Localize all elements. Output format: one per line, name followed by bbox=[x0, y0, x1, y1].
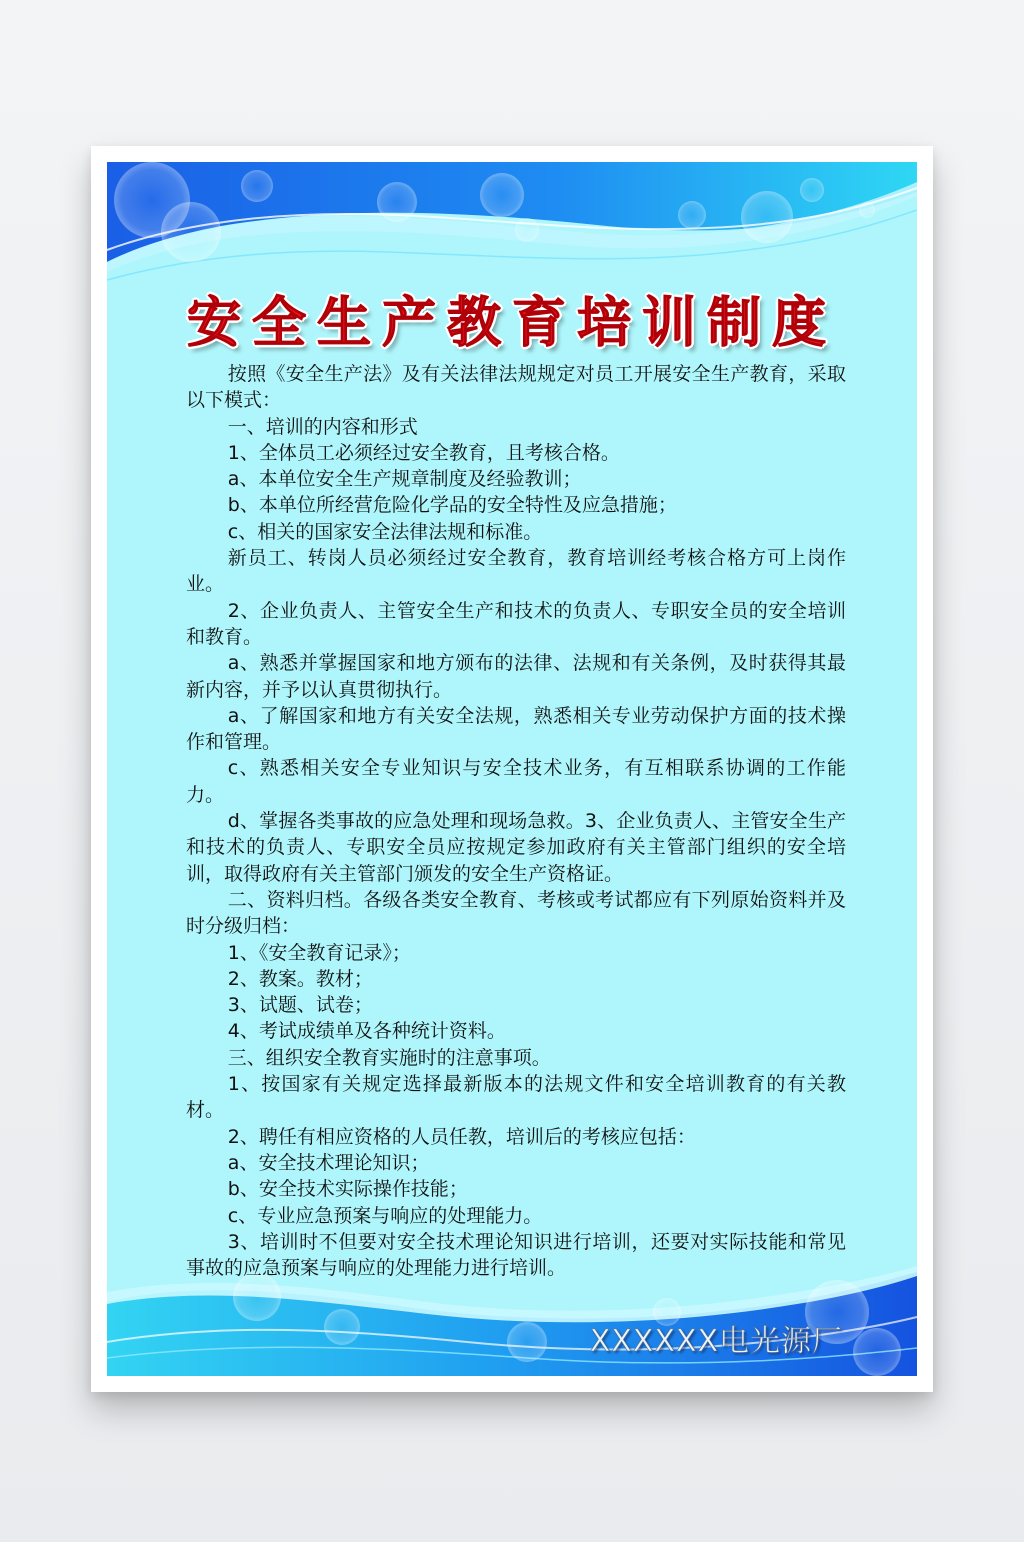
body-paragraph: c、相关的国家安全法律法规和标准。 bbox=[227, 520, 543, 543]
body-paragraph: 2、企业负责人、主管安全生产和技术的负责人、专职安全员的安全培训和教育。 bbox=[186, 599, 846, 648]
body-paragraph: 三、组织安全教育实施时的注意事项。 bbox=[227, 1046, 551, 1069]
body-paragraph: 3、培训时不但要对安全技术理论知识进行培训，还要对实际技能和常见事故的应急预案与响应的处理能力进行培训。 bbox=[186, 1230, 846, 1280]
body-paragraph: c、专业应急预案与响应的处理能力。 bbox=[227, 1204, 543, 1227]
body-paragraph: 4、考试成绩单及各种统计资料。 bbox=[227, 1020, 506, 1043]
body-paragraph: c、熟悉相关安全专业知识与安全技术业务，有互相联系协调的工作能力。 bbox=[186, 757, 846, 806]
body-paragraph: b、本单位所经营危险化学品的安全特性及应急措施； bbox=[227, 494, 677, 517]
body-paragraph: 1、《安全教育记录》； bbox=[227, 941, 411, 964]
body-paragraph: a、了解国家和地方有关安全法规，熟悉相关专业劳动保护方面的技术操作和管理。 bbox=[186, 704, 846, 754]
poster-body bbox=[186, 361, 846, 1281]
body-paragraph: 一、培训的内容和形式 bbox=[227, 415, 418, 438]
body-paragraph: 1、按国家有关规定选择最新版本的法规文件和安全培训教育的有关教材。 bbox=[186, 1073, 846, 1122]
body-paragraph: a、安全技术理论知识； bbox=[227, 1151, 430, 1174]
body-paragraph: a、本单位安全生产规章制度及经验教训； bbox=[227, 468, 582, 491]
company-name: XXXXXX电光源厂 bbox=[589, 1324, 843, 1359]
body-paragraph: 2、教案。教材； bbox=[227, 967, 373, 990]
body-paragraph: a、熟悉并掌握国家和地方颁布的法律、法规和有关条例，及时获得其最新内容，并予以认真贯彻执行。 bbox=[186, 652, 846, 701]
body-paragraph: 1、全体员工必须经过安全教育，且考核合格。 bbox=[227, 441, 620, 464]
body-paragraph: 二、资料归档。各级各类安全教育、考核或考试都应有下列原始资料并及时分级归档： bbox=[186, 888, 846, 938]
safety-poster bbox=[107, 162, 917, 1376]
body-paragraph: 2、聘任有相应资格的人员任教，培训后的考核应包括： bbox=[227, 1125, 696, 1148]
body-paragraph: 新员工、转岗人员必须经过安全教育，教育培训经考核合格方可上岗作业。 bbox=[186, 547, 846, 596]
body-paragraph: d、掌握各类事故的应急处理和现场急救。3、企业负责人、主管安全生产和技术的负责人、专职安全员应按规定参加政府有关主管部门组织的安全培训，取得政府有关主管部门颁发的安全生产资格证。 bbox=[186, 810, 846, 885]
body-paragraph: 按照《安全生产法》及有关法律法规规定对员工开展安全生产教育，采取以下模式： bbox=[186, 363, 846, 412]
poster-title: 安全生产教育培训制度 bbox=[187, 291, 837, 354]
body-paragraph: b、安全技术实际操作技能； bbox=[227, 1178, 468, 1201]
body-paragraph: 3、试题、试卷； bbox=[227, 994, 373, 1017]
